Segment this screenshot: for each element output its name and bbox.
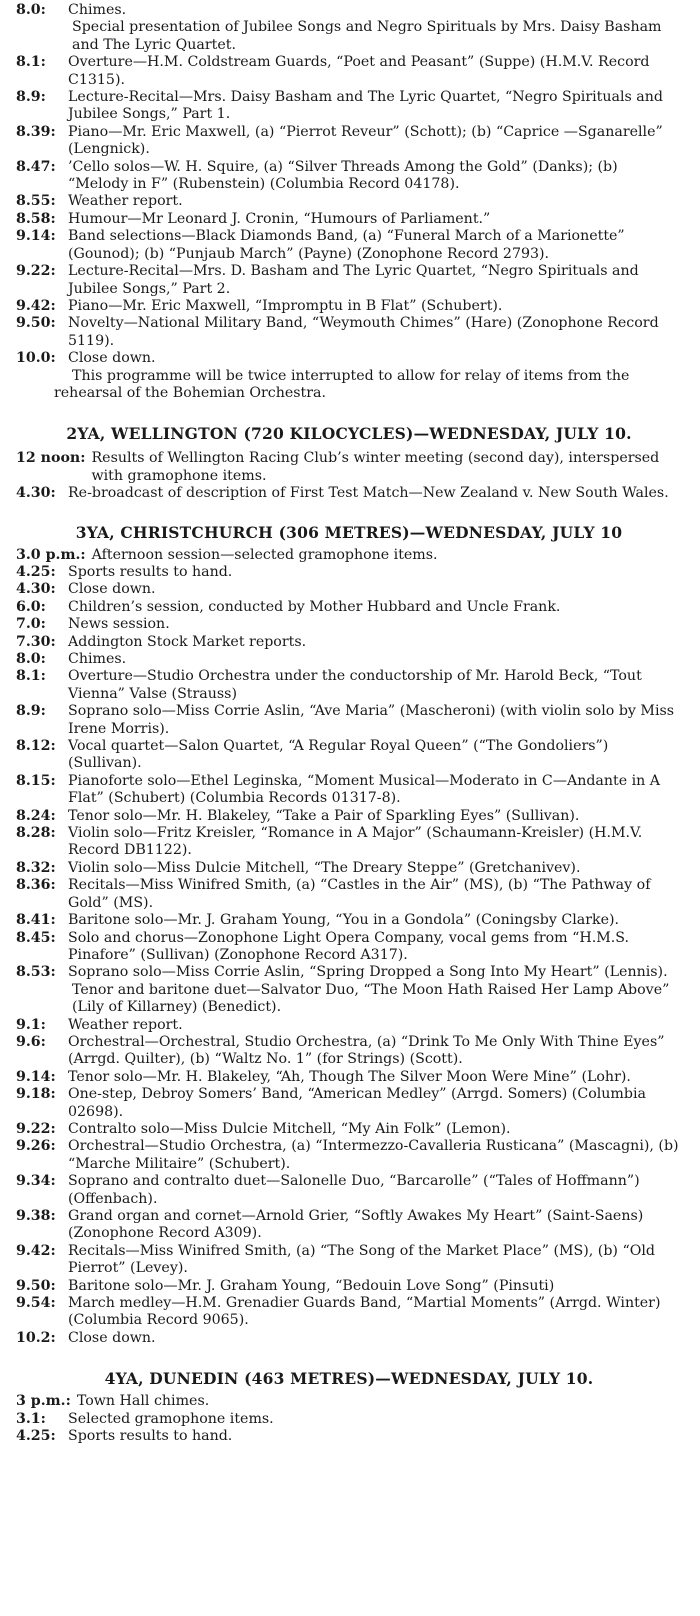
item-text: March medley—H.M. Grenadier Guards Band, “Martial Moments” (Arrgd. Winter) (Columbia Record 9065). (68, 1295, 661, 1329)
item-time: 9.6: (16, 1033, 46, 1050)
programme-item (16, 825, 682, 860)
section-4ya-dunedin (16, 1369, 682, 1445)
programme-item (16, 738, 682, 773)
programme-item (16, 1017, 682, 1034)
item-time: 9.22: (16, 1120, 56, 1137)
item-text: Chimes. (68, 2, 127, 18)
programme-item (16, 485, 682, 502)
item-text: Overture—Studio Orchestra under the conductorship of Mr. Harold Beck, “Tout Vienna” Valse (Strauss) (68, 668, 642, 702)
programme-item (16, 651, 682, 668)
section-1ya-continued (16, 2, 682, 402)
item-text: Tenor solo—Mr. H. Blakeley, “Take a Pair of Sparkling Eyes” (Sullivan). (68, 807, 580, 824)
item-time: 8.36: (16, 877, 56, 894)
item-text: Grand organ and cornet—Arnold Grier, “Softly Awakes My Heart” (Saint-Saens) (Zonophone Record A309). (68, 1208, 644, 1242)
spacer (16, 402, 682, 424)
item-text: Weather report. (68, 193, 183, 210)
item-text: Town Hall chimes. (76, 1393, 210, 1410)
item-text: Sports results to hand. (68, 1428, 233, 1445)
item-text: Close down. (68, 581, 156, 598)
item-time: 3 p.m.: (16, 1393, 71, 1410)
programme-footnote: This programme will be twice interrupted to allow for relay of items from the rehearsal of the Bohemian Orchestra. (54, 367, 630, 401)
item-time: 9.22: (16, 263, 56, 280)
programme-item (16, 877, 682, 912)
item-time: 8.41: (16, 912, 56, 929)
item-text: Close down. (68, 350, 156, 367)
programme-item (16, 1295, 682, 1330)
programme-item (16, 773, 682, 808)
programme-item (16, 315, 682, 350)
programme-item (16, 1086, 682, 1121)
item-time: 8.45: (16, 929, 56, 946)
item-text: Piano—Mr. Eric Maxwell, (a) “Pierrot Reveur” (Schott); (b) “Caprice —Sganarelle” (Lengnick). (68, 123, 663, 158)
item-time: 8.32: (16, 859, 56, 876)
item-time: 10.2: (16, 1329, 56, 1346)
item-text: Orchestral—Orchestral, Studio Orchestra, (a) “Drink To Me Only With Thine Eyes” (Arrgd. Quilter), (b) “Waltz No. 1” (for Strings) (Scott). (68, 1033, 665, 1068)
item-text: Re-broadcast of description of First Test Match—New Zealand v. New South Wales. (68, 485, 669, 502)
item-time: 8.0: (16, 651, 46, 667)
programme-item (16, 450, 682, 485)
programme-item (16, 1138, 682, 1173)
programme-item (16, 1121, 682, 1138)
item-time: 3.0 p.m.: (16, 546, 86, 563)
item-text: Contralto solo—Miss Dulcie Mitchell, “My Ain Folk” (Lemon). (68, 1120, 511, 1137)
item-time: 4.25: (16, 1428, 56, 1445)
programme-item (16, 298, 682, 315)
item-time: 4.25: (16, 563, 56, 580)
programme-item (16, 634, 682, 651)
item-text: Baritone solo—Mr. J. Graham Young, “You in a Gondola” (Coningsby Clarke). (68, 912, 620, 929)
programme-item (16, 1208, 682, 1243)
programme-item (16, 930, 682, 965)
programme-item (16, 1393, 682, 1410)
programme-item (16, 1330, 682, 1347)
programme-item (16, 581, 682, 598)
programme-item (16, 703, 682, 738)
item-text: Pianoforte solo—Ethel Leginska, “Moment Musical—Moderato in C—Andante in A Flat” (Schubert) (Columbia Records 01317-8). (68, 772, 661, 807)
programme-note: Special presentation of Jubilee Songs and Negro Spirituals by Mrs. Daisy Basham and The Lyric Quartet. (72, 19, 662, 53)
item-time: 8.12: (16, 738, 56, 755)
item-time: 8.39: (16, 123, 56, 140)
item-text: Recitals—Miss Winifred Smith, (a) “Castles in the Air” (MS), (b) “The Pathway of Gold” (MS). (68, 877, 651, 911)
item-time: 8.28: (16, 825, 56, 842)
item-text: Violin solo—Miss Dulcie Mitchell, “The Dreary Steppe” (Gretchanivev). (68, 859, 581, 876)
programme-item (16, 668, 682, 703)
programme-item (16, 159, 682, 194)
item-text: Afternoon session—selected gramophone items. (91, 546, 438, 563)
item-time: 4.30: (16, 581, 56, 598)
item-time: 10.0: (16, 350, 56, 367)
item-time: 8.1: (16, 668, 46, 685)
programme-item (16, 228, 682, 263)
section-2ya-wellington (16, 424, 682, 502)
programme-item (16, 1069, 682, 1086)
item-time: 9.50: (16, 1277, 56, 1294)
item-time: 8.1: (16, 54, 46, 71)
item-text: Baritone solo—Mr. J. Graham Young, “Bedouin Love Song” (Pinsuti) (68, 1277, 555, 1294)
item-time: 9.14: (16, 228, 56, 245)
item-time: 8.0: (16, 2, 46, 18)
item-time: 9.34: (16, 1173, 56, 1190)
programme-item (16, 2, 682, 19)
item-time: 6.0: (16, 598, 46, 615)
item-time: 8.15: (16, 772, 56, 789)
item-text: Humour—Mr Leonard J. Cronin, “Humours of Parliament.” (68, 210, 491, 227)
item-text: Lecture-Recital—Mrs. D. Basham and The Lyric Quartet, “Negro Spirituals and Jubilee Songs,” Part 2. (68, 263, 639, 297)
item-time: 4.30: (16, 485, 56, 502)
item-time: 9.18: (16, 1086, 56, 1103)
item-text: Selected gramophone items. (68, 1410, 274, 1427)
item-time: 8.55: (16, 193, 56, 210)
spacer (16, 503, 682, 523)
item-text: Tenor solo—Mr. H. Blakeley, “Ah, Though The Silver Moon Were Mine” (Lohr). (68, 1068, 631, 1085)
item-text: Soprano and contralto duet—Salonelle Duo, “Barcarolle” (“Tales of Hoffmann”) (Offenbach). (68, 1173, 640, 1207)
programme-item (16, 564, 682, 581)
programme-item (16, 193, 682, 210)
item-text: Recitals—Miss Winifred Smith, (a) “The Song of the Market Place” (MS), (b) “Old Pierrot” (Levey). (68, 1242, 655, 1277)
section-3ya-christchurch (16, 523, 682, 1348)
programme-item (16, 1278, 682, 1295)
programme-item (16, 211, 682, 228)
programme-item (16, 1173, 682, 1208)
item-text: Vocal quartet—Salon Quartet, “A Regular Royal Queen” (“The Gondoliers”) (Sullivan). (68, 738, 609, 772)
item-time: 9.26: (16, 1138, 56, 1155)
item-text: Novelty—National Military Band, “Weymouth Chimes” (Hare) (Zonophone Record 5119). (68, 315, 659, 349)
item-text: Soprano solo—Miss Corrie Aslin, “Ave Maria” (Mascheroni) (with violin solo by Miss Irene Morris). (68, 703, 675, 737)
programme-item (16, 1034, 682, 1069)
item-time: 8.24: (16, 807, 56, 824)
programme-item (16, 616, 682, 633)
item-text: Violin solo—Fritz Kreisler, “Romance in A Major” (Schaumann-Kreisler) (H.M.V. Record DB1122). (68, 825, 643, 859)
programme-item (16, 964, 682, 981)
item-text: Soprano solo—Miss Corrie Aslin, “Spring Dropped a Song Into My Heart” (Lennis). (68, 964, 668, 981)
programme-item (16, 124, 682, 159)
item-time: 12 noon: (16, 450, 86, 467)
item-text: Close down. (68, 1329, 156, 1346)
item-text: Orchestral—Studio Orchestra, (a) “Intermezzo-Cavalleria Rusticana” (Mascagni), (b) “Marche Militaire” (Schubert). (68, 1138, 679, 1172)
station-heading: 3YA, CHRISTCHURCH (306 METRES)—WEDNESDAY, JULY 10 (75, 522, 623, 542)
item-time: 9.38: (16, 1208, 56, 1224)
programme-item (16, 263, 682, 298)
item-time: 3.1: (16, 1410, 46, 1427)
programme-item (16, 350, 682, 367)
programme-item (16, 1411, 682, 1428)
item-time: 9.1: (16, 1016, 46, 1033)
programme-item (16, 599, 682, 616)
item-time: 9.42: (16, 1242, 56, 1259)
item-time: 8.53: (16, 964, 56, 981)
item-text: Sports results to hand. (68, 563, 233, 580)
item-text: Solo and chorus—Zonophone Light Opera Company, vocal gems from “H.M.S. Pinafore” (Sullivan) (Zonophone Record A317). (68, 929, 630, 963)
item-text: Weather report. (68, 1016, 183, 1033)
item-time: 7.0: (16, 616, 46, 633)
item-text: Band selections—Black Diamonds Band, (a) “Funeral March of a Marionette” (Gounod); (b) “Punjaub March” (Payne) (Zonophone Record 2793). (68, 228, 625, 262)
item-text: ’Cello solos—W. H. Squire, (a) “Silver Threads Among the Gold” (Danks); (b) “Melody in F” (Rubenstein) (Columbia Record 04178). (68, 158, 618, 193)
programme-item-untimed: Tenor and baritone duet—Salvator Duo, “The Moon Hath Raised Her Lamp Above” (Lily of Killarney) (Benedict). (72, 981, 670, 1016)
programme-item (16, 89, 682, 124)
programme-item (16, 860, 682, 877)
programme-item (16, 912, 682, 929)
programme-item (16, 1243, 682, 1278)
spacer (16, 1347, 682, 1369)
item-text: Addington Stock Market reports. (68, 633, 307, 650)
item-time: 7.30: (16, 633, 56, 650)
item-text: One-step, Debroy Somers’ Band, “American Medley” (Arrgd. Somers) (Columbia 02698). (68, 1086, 646, 1120)
item-text: Overture—H.M. Coldstream Guards, “Poet and Peasant” (Suppe) (H.M.V. Record C1315). (68, 54, 650, 88)
item-text: News session. (68, 616, 170, 633)
item-time: 8.58: (16, 210, 56, 227)
station-heading: 4YA, DUNEDIN (463 METRES)—WEDNESDAY, JULY 10. (104, 1369, 594, 1389)
programme-item (16, 54, 682, 89)
item-text: Piano—Mr. Eric Maxwell, “Impromptu in B Flat” (Schubert). (68, 297, 503, 314)
programme-item (16, 1428, 682, 1445)
item-text: Children’s session, conducted by Mother Hubbard and Uncle Frank. (68, 598, 561, 615)
item-time: 9.50: (16, 315, 56, 332)
programme-item (16, 808, 682, 825)
item-time: 8.9: (16, 703, 46, 720)
station-heading: 2YA, WELLINGTON (720 KILOCYCLES)—WEDNESDAY, JULY 10. (66, 424, 632, 444)
item-text: Lecture-Recital—Mrs. Daisy Basham and The Lyric Quartet, “Negro Spirituals and Jubilee Songs,” Part 1. (68, 89, 663, 123)
programme-item (16, 547, 682, 564)
item-time: 9.54: (16, 1295, 56, 1312)
item-text: Results of Wellington Racing Club’s winter meeting (second day), interspersed with gramophone items. (91, 450, 660, 484)
item-time: 9.14: (16, 1068, 56, 1085)
item-time: 8.47: (16, 158, 56, 175)
item-text: Chimes. (68, 651, 127, 667)
item-time: 9.42: (16, 297, 56, 314)
item-time: 8.9: (16, 89, 46, 106)
